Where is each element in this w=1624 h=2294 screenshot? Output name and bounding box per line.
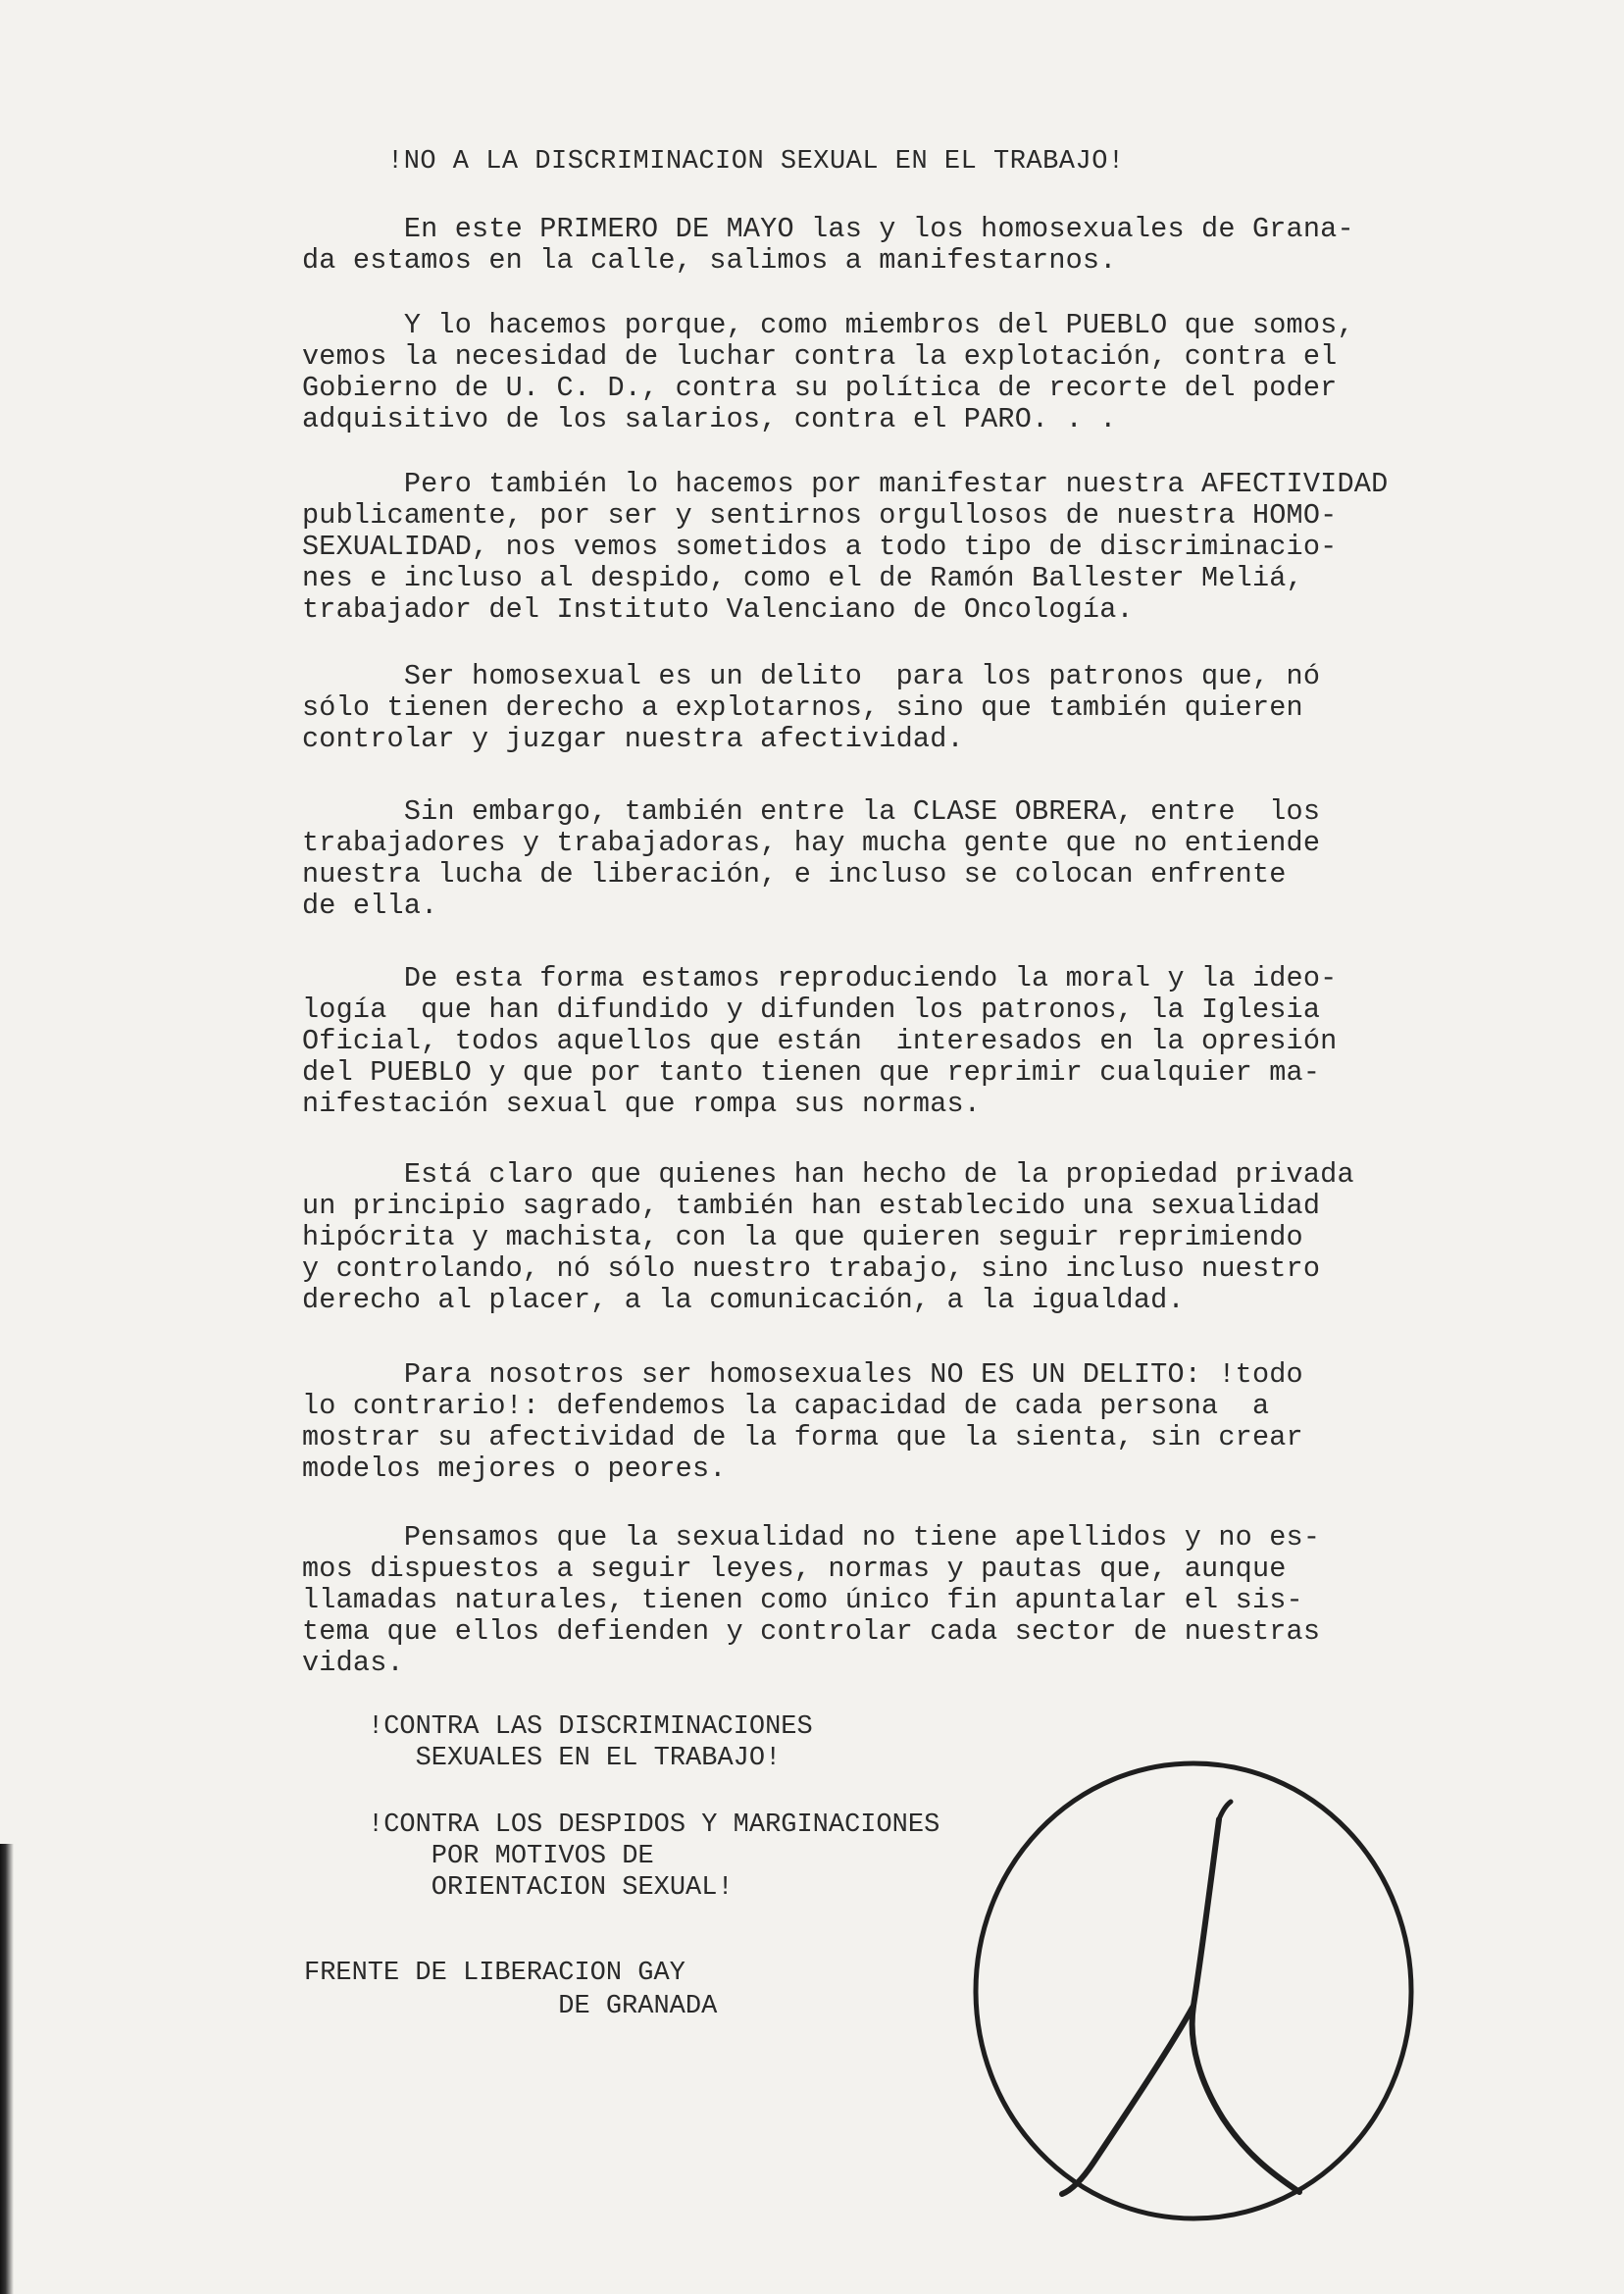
lambda-circle-logo bbox=[966, 1751, 1417, 2231]
paragraph-7: Está claro que quienes han hecho de la propiedad privada un principio sagrado, también han establecido una sexualidad hipócrita y machista, con la que quieren seguir reprimiendo y controlando, nó sólo nuestro trabajo, sino incluso nuestro derecho al placer, a la comunicación, a la igualdad. bbox=[302, 1158, 1354, 1316]
paragraph-6: De esta forma estamos reproduciendo la moral y la ideo- logía que han difundido y difunden los patronos, la Iglesia Oficial, todos aquellos que están interesados en la opresión del PUEBLO y que por tanto tienen que reprimir cualquier ma- nifestación sexual que rompa sus normas. bbox=[302, 962, 1338, 1120]
paragraph-3: Pero también lo hacemos por manifestar nuestra AFECTIVIDAD publicamente, por ser y sentirnos orgullosos de nuestra HOMO- SEXUALIDAD, nos vemos sometidos a todo tipo de discriminacio- nes e incluso al despido, como el de Ramón Ballester Meliá, trabajador del Instituto Valenciano de Oncología. bbox=[302, 468, 1389, 626]
paragraph-9: Pensamos que la sexualidad no tiene apellidos y no es- mos dispuestos a seguir leyes, normas y pautas que, aunque llamadas naturales, tienen como único fin apuntalar el sis- tema que ellos defienden y controlar cada sector de nuestras vidas. bbox=[302, 1521, 1321, 1679]
document-title: !NO A LA DISCRIMINACION SEXUAL EN EL TRABAJO! bbox=[387, 147, 1125, 177]
scan-edge-shadow bbox=[0, 1844, 14, 2294]
paragraph-8: Para nosotros ser homosexuales NO ES UN DELITO: !todo lo contrario!: defendemos la capacidad de cada persona a mostrar su afectividad de la forma que la sienta, sin crear modelos mejores o peores. bbox=[302, 1358, 1303, 1485]
slogan-1: !CONTRA LAS DISCRIMINACIONES SEXUALES EN EL TRABAJO! bbox=[368, 1712, 813, 1773]
paragraph-4: Ser homosexual es un delito para los patronos que, nó sólo tienen derecho a explotarnos, sino que también quieren controlar y juzgar nuestra afectividad. bbox=[302, 660, 1321, 755]
paragraph-2: Y lo hacemos porque, como miembros del PUEBLO que somos, vemos la necesidad de luchar contra la explotación, contra el Gobierno de U. C. D., contra su política de recorte del poder adquisitivo de los salarios, contra el PARO. . . bbox=[302, 309, 1354, 435]
paragraph-5: Sin embargo, también entre la CLASE OBRERA, entre los trabajadores y trabajadoras, hay mucha gente que no entiende nuestra lucha de liberación, e incluso se colocan enfrente de ella. bbox=[302, 795, 1321, 922]
paragraph-1: En este PRIMERO DE MAYO las y los homosexuales de Grana- da estamos en la calle, salimos a manifestarnos. bbox=[302, 213, 1354, 277]
signature: FRENTE DE LIBERACION GAY DE GRANADA bbox=[304, 1959, 718, 2021]
slogan-2: !CONTRA LOS DESPIDOS Y MARGINACIONES POR MOTIVOS DE ORIENTACION SEXUAL! bbox=[368, 1810, 940, 1903]
